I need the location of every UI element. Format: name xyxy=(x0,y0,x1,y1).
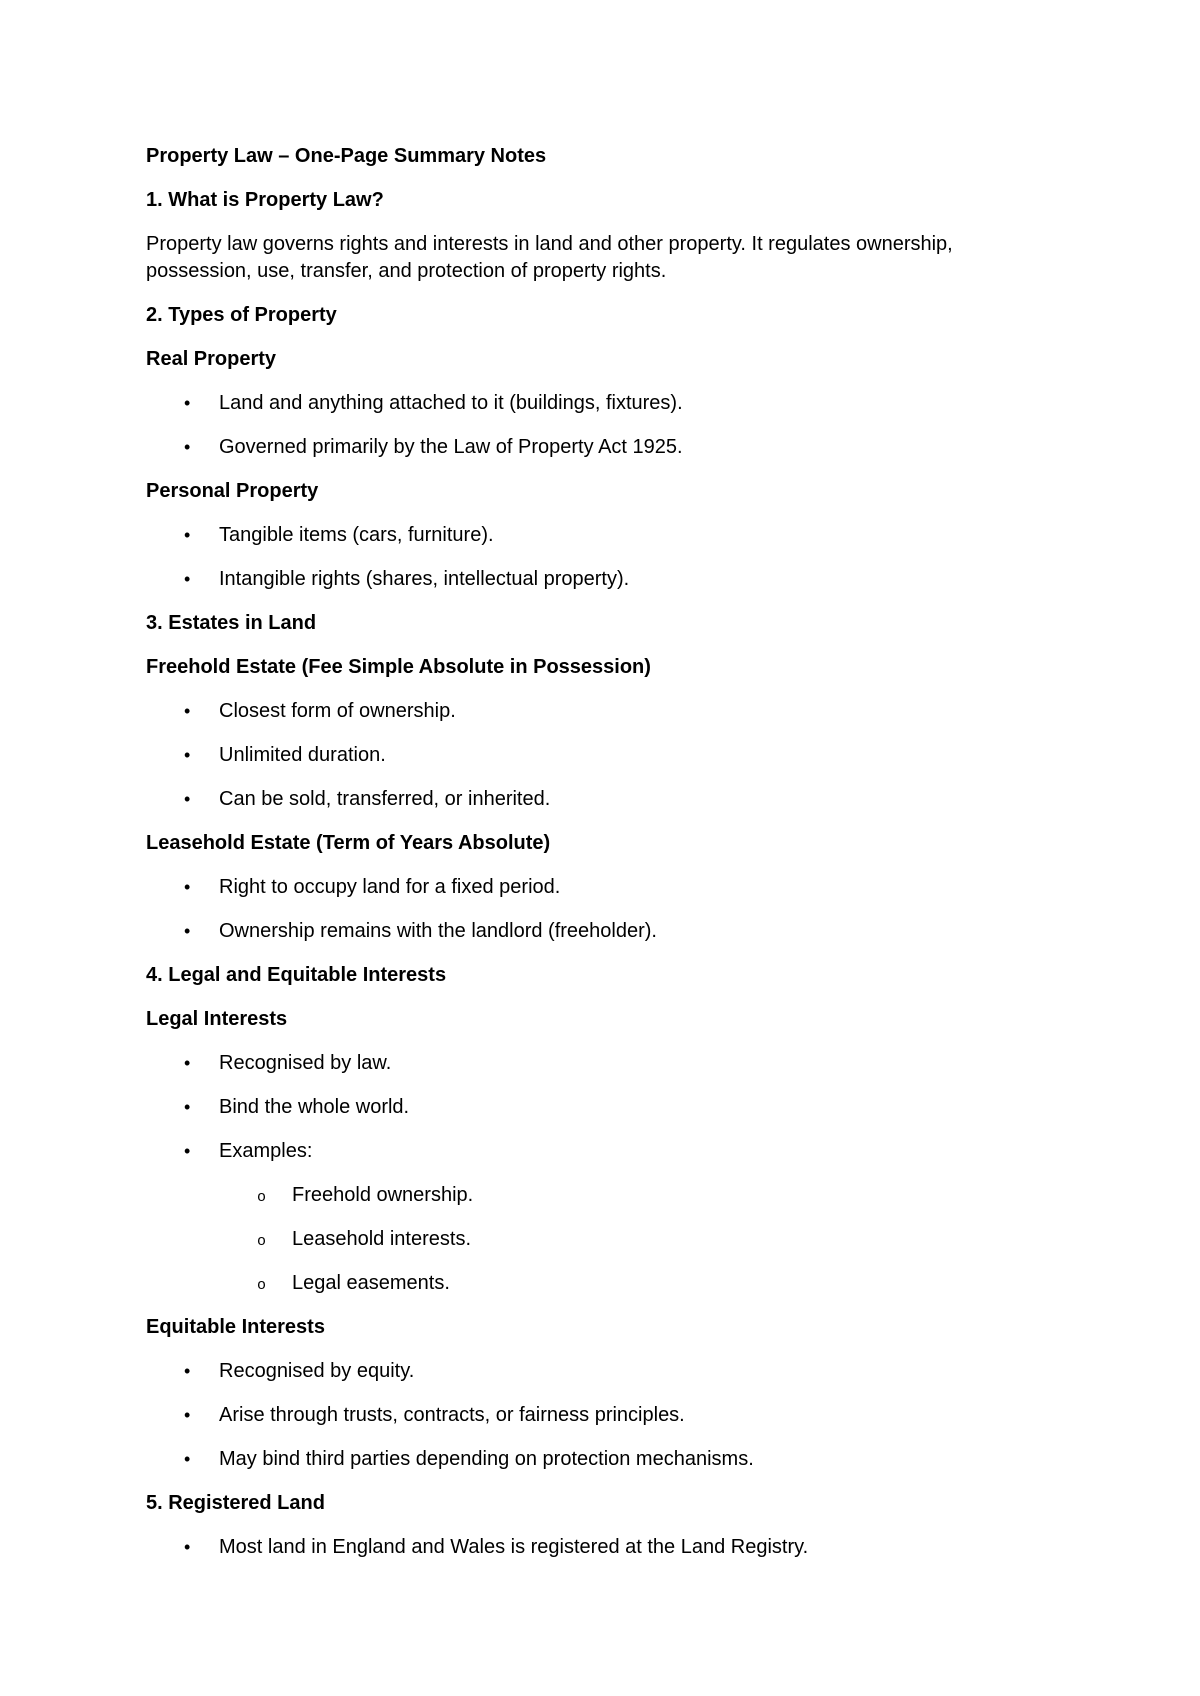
list-item-text: Recognised by equity. xyxy=(219,1360,415,1382)
list-item-text: Unlimited duration. xyxy=(219,744,386,766)
subheading-equitable-interests: Equitable Interests xyxy=(146,1316,325,1338)
section-heading-what-is-property-law: 1. What is Property Law? xyxy=(146,189,384,211)
list-item-text: Bind the whole world. xyxy=(219,1096,410,1118)
bullet-icon: • xyxy=(184,393,191,413)
bullet-icon: • xyxy=(184,1141,191,1161)
list-item xyxy=(146,1094,1086,1121)
paragraph-line: Property law governs rights and interests in land and other property. It regulates ownership, xyxy=(146,233,953,255)
section-heading-legal-and-equitable-interests: 4. Legal and Equitable Interests xyxy=(146,964,447,986)
subheading-real-property: Real Property xyxy=(146,348,277,370)
bullet-icon: • xyxy=(184,525,191,545)
list-item xyxy=(146,566,1086,593)
list-item-text: Recognised by law. xyxy=(219,1052,392,1074)
bullet-icon: • xyxy=(184,1097,191,1117)
list-item xyxy=(146,742,1086,769)
bullet-icon: • xyxy=(184,1537,191,1557)
section-heading-registered-land: 5. Registered Land xyxy=(146,1492,325,1514)
sub-list-item xyxy=(146,1270,1086,1297)
bullet-icon: • xyxy=(184,921,191,941)
subheading-legal-interests: Legal Interests xyxy=(146,1008,288,1030)
circle-bullet-icon: o xyxy=(257,1277,267,1294)
document-body xyxy=(146,143,1086,1578)
document-title: Property Law – One-Page Summary Notes xyxy=(146,145,547,167)
list-item-text: Examples: xyxy=(219,1140,313,1162)
list-item xyxy=(146,522,1086,549)
subheading-leasehold-estate: Leasehold Estate (Term of Years Absolute) xyxy=(146,832,551,854)
list-item-text: Closest form of ownership. xyxy=(219,700,456,722)
list-item xyxy=(146,918,1086,945)
list-item-text: Right to occupy land for a fixed period. xyxy=(219,876,561,898)
circle-bullet-icon: o xyxy=(257,1233,267,1250)
sub-list-item xyxy=(146,1226,1086,1253)
list-item xyxy=(146,1402,1086,1429)
list-item xyxy=(146,1138,1086,1165)
list-item xyxy=(146,390,1086,417)
subheading-freehold-estate: Freehold Estate (Fee Simple Absolute in Possession) xyxy=(146,656,651,678)
section-heading-types-of-property: 2. Types of Property xyxy=(146,304,337,326)
paragraph-line: possession, use, transfer, and protection of property rights. xyxy=(146,260,667,282)
list-item-text: Tangible items (cars, furniture). xyxy=(219,524,494,546)
bullet-icon: • xyxy=(184,1449,191,1469)
section-heading-estates-in-land: 3. Estates in Land xyxy=(146,612,317,634)
bullet-icon: • xyxy=(184,1405,191,1425)
bullet-icon: • xyxy=(184,789,191,809)
list-item-text: Arise through trusts, contracts, or fairness principles. xyxy=(219,1404,685,1426)
list-item-text: Intangible rights (shares, intellectual property). xyxy=(219,568,630,590)
list-item-text: Ownership remains with the landlord (freeholder). xyxy=(219,920,657,942)
list-item xyxy=(146,1534,1086,1561)
section-paragraph-definition xyxy=(146,231,1086,285)
list-item-text: May bind third parties depending on protection mechanisms. xyxy=(219,1448,754,1470)
bullet-icon: • xyxy=(184,745,191,765)
list-item xyxy=(146,698,1086,725)
list-item-text: Can be sold, transferred, or inherited. xyxy=(219,788,551,810)
sub-list-item-text: Legal easements. xyxy=(292,1272,450,1294)
bullet-icon: • xyxy=(184,437,191,457)
sub-list-item-text: Leasehold interests. xyxy=(292,1228,472,1250)
bullet-icon: • xyxy=(184,877,191,897)
list-item-text: Most land in England and Wales is registered at the Land Registry. xyxy=(219,1536,809,1558)
list-item xyxy=(146,434,1086,461)
list-item-text: Governed primarily by the Law of Property Act 1925. xyxy=(219,436,683,458)
list-item xyxy=(146,1050,1086,1077)
bullet-icon: • xyxy=(184,701,191,721)
list-item xyxy=(146,1358,1086,1385)
subheading-personal-property: Personal Property xyxy=(146,480,319,502)
circle-bullet-icon: o xyxy=(257,1189,267,1206)
bullet-icon: • xyxy=(184,1361,191,1381)
bullet-icon: • xyxy=(184,569,191,589)
sub-list-item-text: Freehold ownership. xyxy=(292,1184,474,1206)
list-item-text: Land and anything attached to it (buildings, fixtures). xyxy=(219,392,683,414)
bullet-icon: • xyxy=(184,1053,191,1073)
list-item xyxy=(146,874,1086,901)
list-item xyxy=(146,1446,1086,1473)
list-item xyxy=(146,786,1086,813)
sub-list-item xyxy=(146,1182,1086,1209)
